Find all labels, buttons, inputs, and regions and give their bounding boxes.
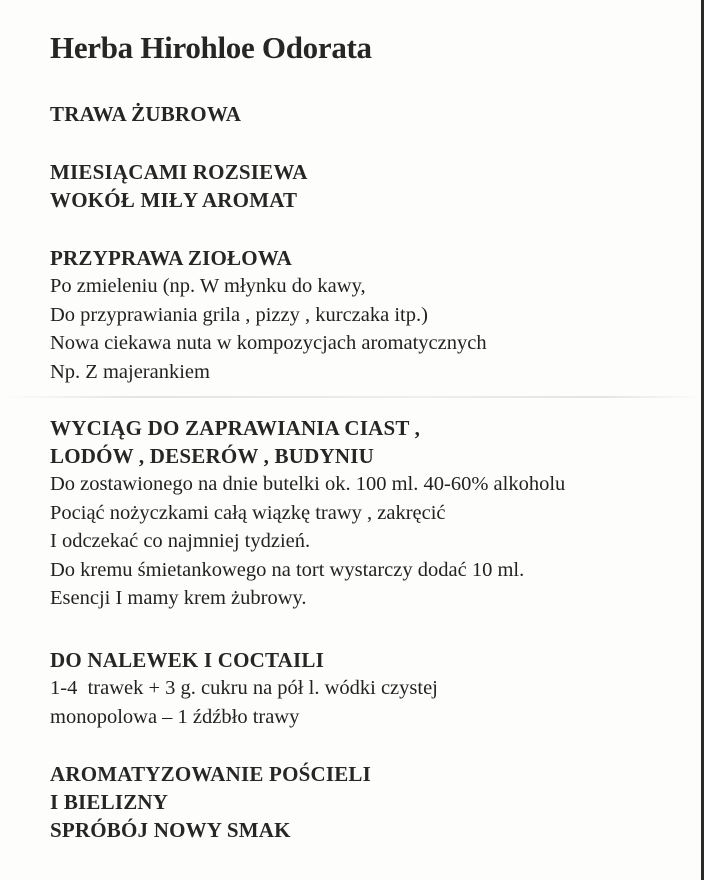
section-heading: WYCIĄG DO ZAPRAWIANIA CIAST , <box>50 416 421 440</box>
section-heading: PRZYPRAWA ZIOŁOWA <box>50 246 293 270</box>
body-line: Np. Z majerankiem <box>50 360 210 383</box>
section-wyciag <box>50 414 565 613</box>
section-heading: DO NALEWEK I COCTAILI <box>50 648 324 672</box>
body-line: 1-4 trawek + 3 g. cukru na pół l. wódki czystej <box>50 677 438 699</box>
document-title: Herba Hirohloe Odorata <box>50 30 372 65</box>
body-line: I odczekać co najmniej tydzień. <box>50 530 311 552</box>
body-line: Esencji I mamy krem żubrowy. <box>50 587 307 609</box>
body-line: Po zmieleniu (np. W młynku do kawy, <box>50 275 366 297</box>
body-line: Do kremu śmietankowego na tort wystarczy dodać 10 ml. <box>50 558 525 581</box>
section-heading: MIESIĄCAMI ROZSIEWA <box>50 160 308 184</box>
section-aroma <box>50 158 308 214</box>
section-nalewki <box>50 646 438 731</box>
section-heading: AROMATYZOWANIE POŚCIELI <box>50 762 372 786</box>
paper-fold-line <box>0 396 704 398</box>
section-trawa-zubrowa <box>50 100 241 128</box>
section-heading: I BIELIZNY <box>50 790 169 814</box>
body-line: Do zostawionego na dnie butelki ok. 100 ml. 40-60% alkoholu <box>50 473 566 495</box>
section-heading: LODÓW , DESERÓW , BUDYNIU <box>50 444 374 468</box>
body-line: Pociąć nożyczkami całą wiązkę trawy , zakręcić <box>50 501 446 524</box>
section-heading: WOKÓŁ MIŁY AROMAT <box>50 188 298 212</box>
body-line: Do przyprawiania grila , pizzy , kurczaka itp.) <box>50 303 428 326</box>
section-heading: SPRÓBÓJ NOWY SMAK <box>50 818 291 842</box>
section-przyprawa <box>50 244 487 386</box>
body-line: monopolowa – 1 źdźbło trawy <box>50 705 300 728</box>
body-line: Nowa ciekawa nuta w kompozycjach aromatycznych <box>50 332 487 354</box>
section-aromatyzowanie <box>50 760 371 844</box>
section-heading: TRAWA ŻUBROWA <box>50 102 242 126</box>
